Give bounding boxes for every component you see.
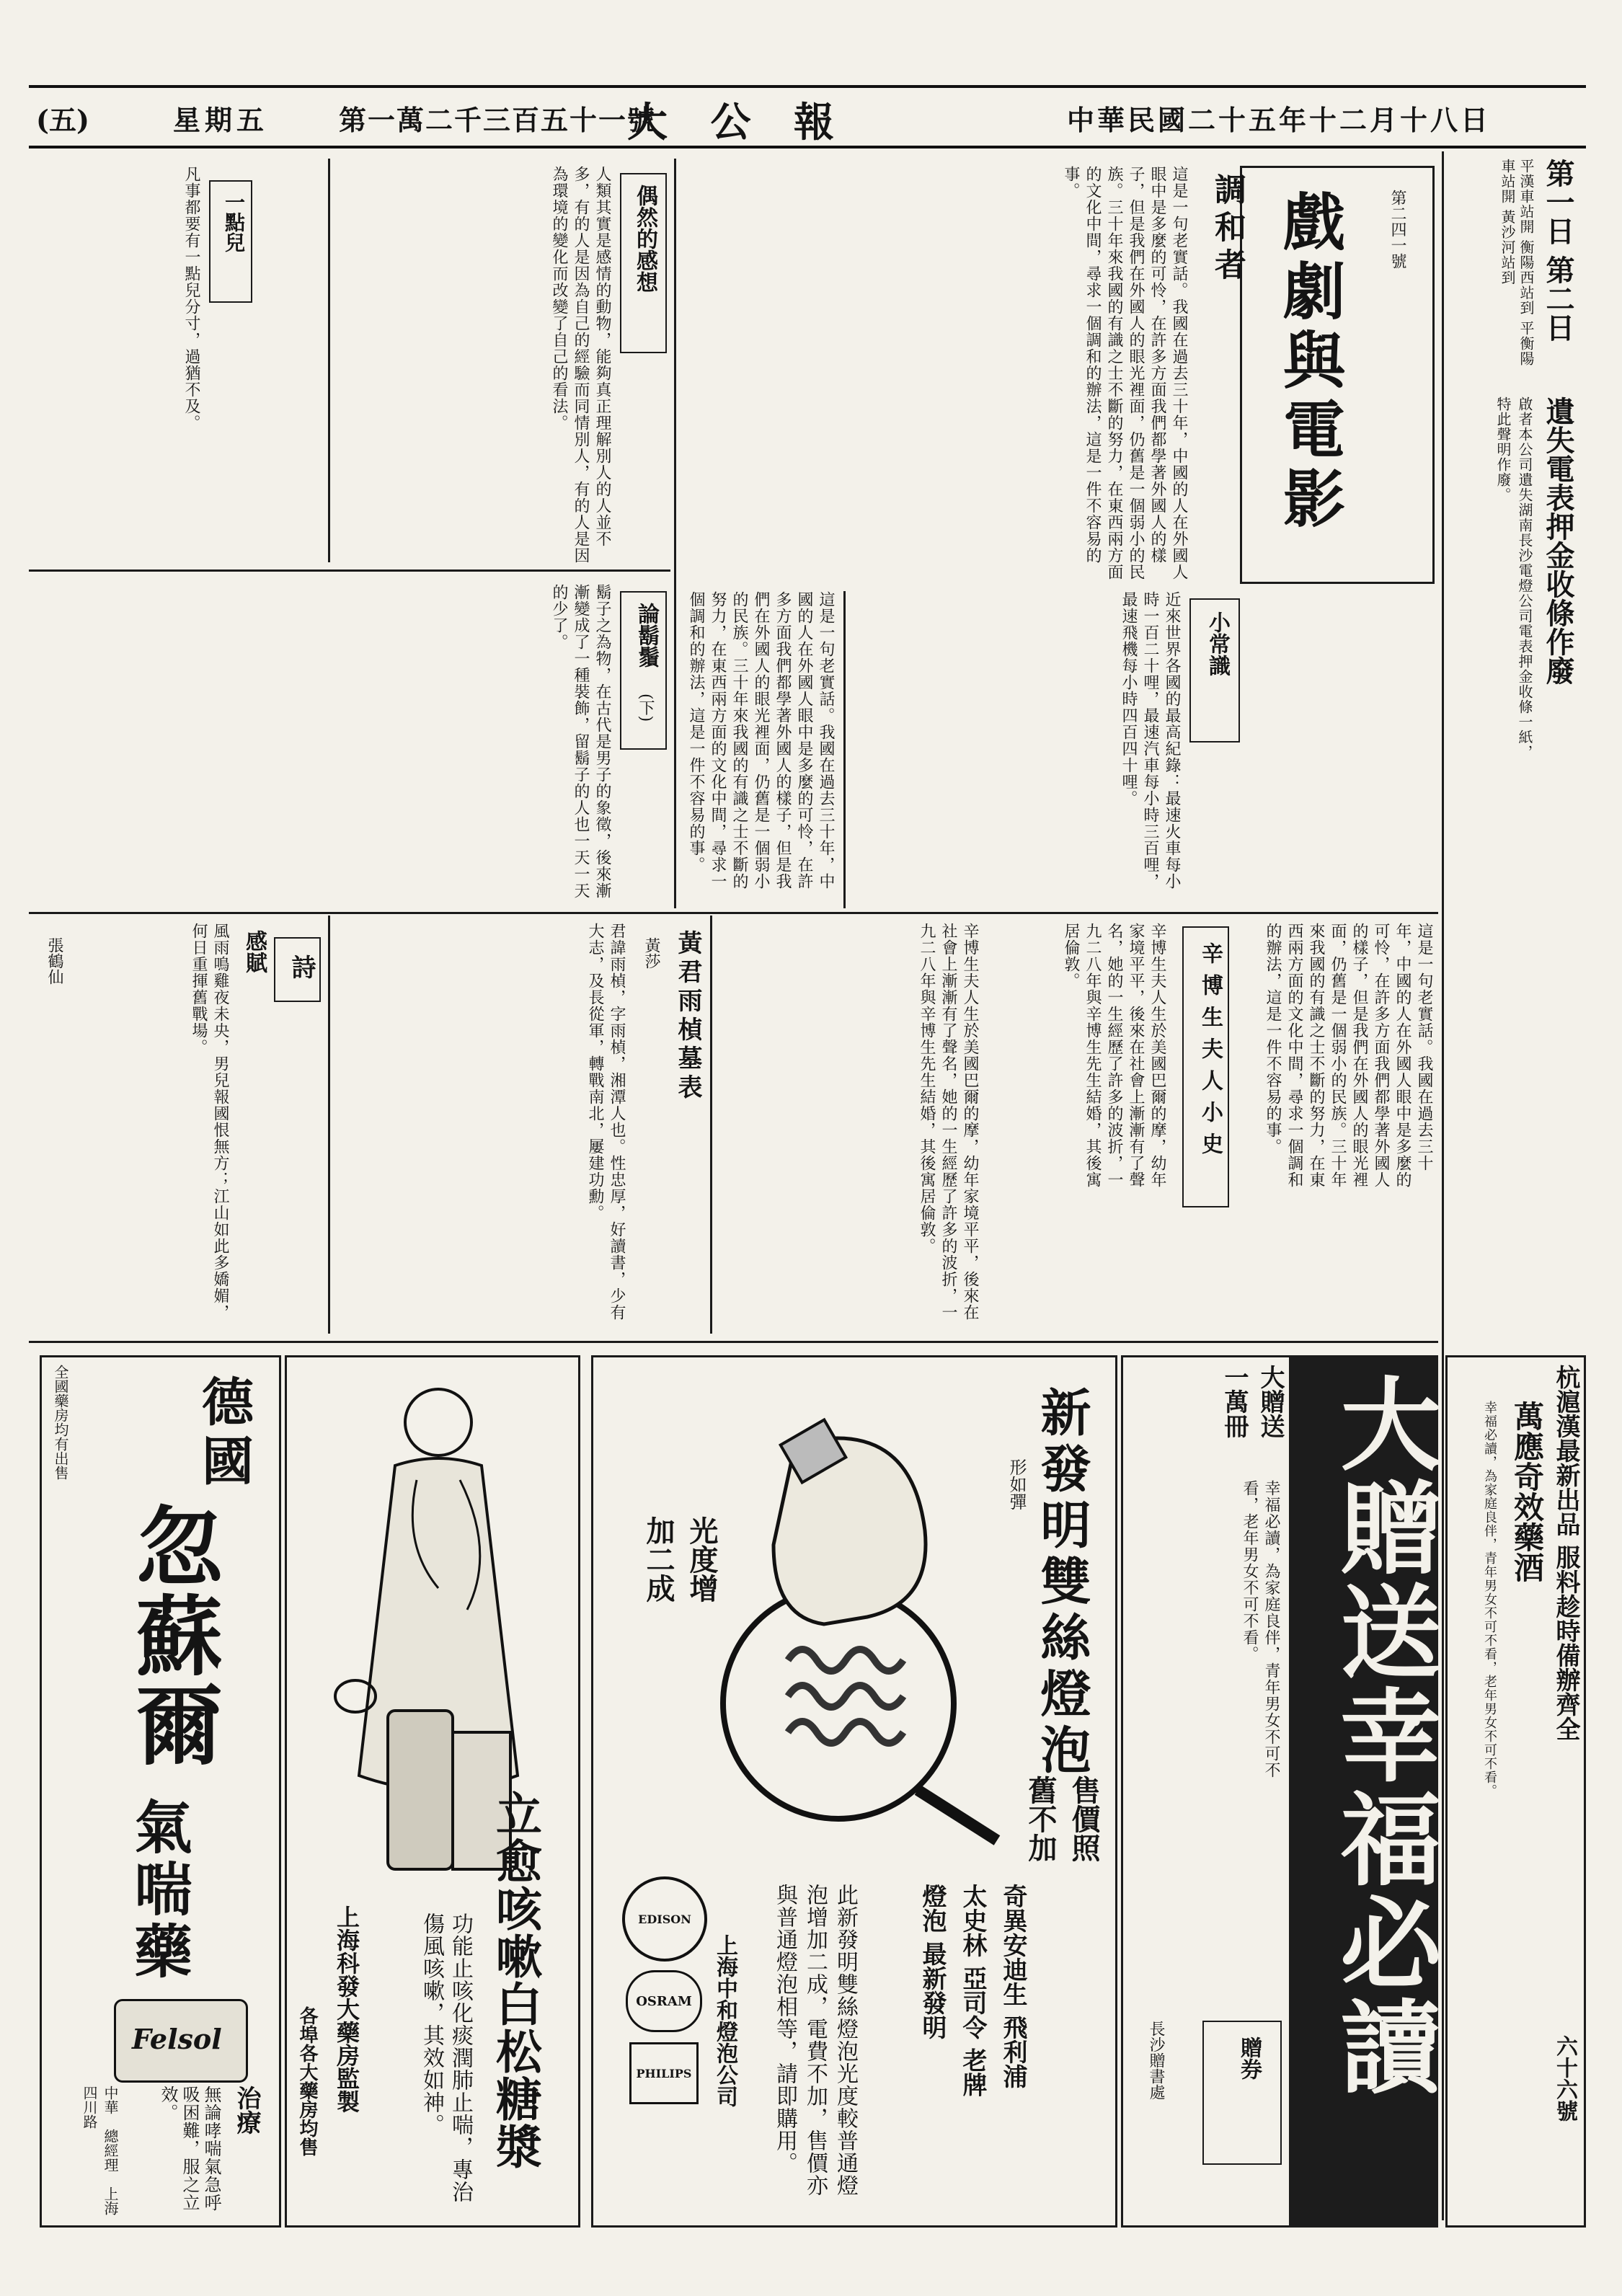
ad-cough-maker: 上海科發大藥房監製: [333, 1905, 360, 2113]
ad-german-product-pack: [114, 1999, 248, 2083]
article-title-gan: 感賦: [241, 930, 267, 973]
lost-notice-body: 啟者本公司遺失湖南長沙電燈公司電表押金收條一紙，特此聲明作廢。: [1494, 396, 1533, 760]
timetable-title: 第一日 第二日: [1541, 159, 1575, 342]
ad-german-logo: Felsol: [132, 2023, 222, 2055]
article-body-yidian: 凡事都要有一點兒分寸，過猶不及。: [182, 166, 200, 431]
ad-bulb-logo-osram-text: OSRAM: [636, 1993, 692, 2009]
article-author-huang: 黃莎: [642, 937, 660, 969]
ad-bulb: [591, 1355, 1117, 2228]
box-ouran: [620, 173, 667, 353]
article-title-lunhuzi: 論鬍鬚: [634, 603, 659, 668]
article-title-xiaochangshi: 小常識: [1205, 611, 1230, 676]
ad-bulb-logo-osram: [626, 1970, 702, 2032]
ad-cough-sold: 各埠各大藥房均售: [296, 2006, 318, 2156]
ad-wine: [1445, 1355, 1586, 2228]
page-number: (五): [36, 104, 89, 136]
newspaper-name: 大 公 報: [627, 99, 848, 146]
article-body-lunhuzi: 鬍子之為物，在古代是男子的象徵，後來漸漸變成了一種裝飾，留鬍子的人也一天一天的少了。: [550, 584, 611, 899]
article-body-tiaohe: 這是一句老實話。我國在過去三十年，中國的人在外國人眼中是多麼的可怜，在許多方面我們都學著外國人的樣子，但是我們在外國人的眼光裡面，仍舊是一個弱小的民族。三十年來我國的有識之士不斷的努力，在東西兩方面的文化中間，尋求一個調和的辦法，這是一件不容易的事。: [1062, 166, 1188, 580]
ad-bulb-sellers: 奇異安迪生 飛利浦 太史林 亞司令 老牌燈泡 最新發明: [918, 1884, 1027, 2097]
box-xiaochangshi: [1189, 598, 1240, 743]
article-title-huang: 黃君雨楨墓表: [673, 930, 702, 1103]
ad-bulb-logo-edison-text: EDISON: [638, 1912, 691, 1926]
ad-gift-coupon-box: [1202, 2021, 1282, 2165]
article-body-xinbo-cont: 辛博生夫人生於美國巴爾的摩，幼年家境平平，後來在社會上漸漸有了聲名，她的一生經歷了許多的波折，一九二八年與辛博生先生結婚，其後寓居倫敦。: [918, 923, 979, 1321]
ad-cough-effect: 功能止咳化痰潤肺止喘，專治傷風咳嗽，其效如神。: [419, 1912, 473, 2203]
ad-gift: [1121, 1355, 1442, 2228]
article-title-xinbo: 辛博生夫人小史: [1197, 942, 1223, 1164]
ad-bulb-tag2: 售價照舊不加: [1024, 1776, 1101, 1862]
ad-german-product: 忽蘇爾: [122, 1502, 223, 1770]
ad-german-distributor: 中華 總經理 上海四川路: [81, 2086, 119, 2215]
lost-notice-title: 遺失電表押金收條作廢: [1541, 396, 1575, 685]
ad-cough-syrup: [285, 1355, 580, 2228]
section-title: 戲劇與電影: [1272, 190, 1345, 536]
ad-german-asthma: [40, 1355, 281, 2228]
ad-wine-badge: 六十六號: [1552, 2035, 1577, 2122]
ad-bulb-logo-philips: [629, 2042, 699, 2104]
ad-bulb-title: 新發明雙絲燈泡: [1032, 1386, 1092, 1780]
article-body-gan: 風雨鳴雞夜未央，男兒報國恨無方；江山如此多嬌媚，何日重揮舊戰場。: [190, 923, 229, 1321]
article-body-xinbo: 辛博生夫人生於美國巴爾的摩，幼年家境平平，後來在社會上漸漸有了聲名，她的一生經歷了許多的波折，一九二八年與辛博生先生結婚，其後寓居倫敦。: [1062, 923, 1166, 1188]
article-author-gan: 張鶴仙: [45, 937, 63, 985]
ad-gift-count: 一萬冊: [1220, 1365, 1249, 1438]
ad-german-brand: 德國: [193, 1375, 254, 1493]
section-banner: [1240, 166, 1435, 584]
article-sub-lunhuzi: (下): [637, 693, 655, 722]
section-subtitle: 第二四一號: [1388, 190, 1406, 269]
ad-gift-banner: [1289, 1357, 1442, 2228]
article-title-tiaohe: 調和者: [1209, 173, 1246, 285]
ad-gift-title: 大贈送幸福必讀: [1324, 1372, 1442, 2098]
article-body-xiaochangshi: 近來世界各國的最高紀錄：最速火車每小時一百二十哩，最速汽車每小時三百哩，最速飛機每小時四百四十哩。: [1120, 591, 1181, 890]
ad-german-treat: 治療: [232, 2086, 261, 2135]
ad-gift-sub: 大贈送: [1256, 1365, 1285, 1438]
ad-bulb-logo-edison: [622, 1876, 707, 1962]
article-title-yidian: 一點兒: [222, 192, 246, 252]
ad-gift-coupon: 贈券: [1236, 2036, 1262, 2080]
ad-bulb-desc: 此新發明雙絲燈泡光度較普通燈泡增加二成，電費不加，售價亦與普通燈泡相等，請即購用。: [772, 1884, 858, 2197]
ad-gift-desc: 幸福必讀，為家庭良伴，青年男女不可不看，老年男女不可不看。: [1241, 1480, 1280, 1778]
ad-bulb-logo-philips-text: PHILIPS: [636, 2066, 692, 2080]
timetable-body: 平漢車站開 衡陽西站到 平衡陽車站開 黃沙河站到: [1499, 159, 1535, 366]
box-xinbo: [1182, 926, 1229, 1207]
ad-gift-bookstore: 長沙贈書處: [1147, 2021, 1165, 2100]
article-body-ouran: 人類其實是感情的動物，能夠真正理解別人的人並不多，有的人是因為自己的經驗而同情別人，有的人是因為環境的變化而改變了自己的看法。: [550, 166, 611, 564]
ad-wine-brand: 萬應奇效藥酒: [1510, 1401, 1545, 1582]
ad-german-label-top: 全國藥房均有出售: [52, 1365, 69, 1480]
masthead: [29, 85, 1586, 149]
ad-wine-body: 幸福必讀，為家庭良伴，青年男女不可不看，老年男女不可不看。: [1482, 1401, 1497, 1798]
article-title-shi: 詩: [287, 954, 316, 979]
box-shi: [274, 937, 321, 1002]
ad-german-desc: 無論哮喘氣急呼吸困難，服之立效。: [158, 2086, 221, 2212]
ad-wine-desc: 杭滬漢最新出品 服料趁時備辦齊全: [1551, 1365, 1580, 1741]
article-body-huang: 君諱雨楨，字雨楨，湘潭人也。性忠厚，好讀書，少有大志，及長從軍，轉戰南北，屢建功勳。: [586, 923, 626, 1321]
ad-bulb-illustration: [680, 1401, 1011, 1848]
box-lunhuzi: [620, 591, 667, 750]
box-yidian: [209, 180, 252, 303]
ad-cough-name: 立愈咳嗽白松糖漿: [488, 1790, 542, 2171]
ad-bulb-agent: 上海中和燈泡公司: [712, 1934, 737, 2107]
ad-bulb-tag1: 光度增加二成: [642, 1516, 719, 1603]
issue-number: 第一萬二千三百五十一號: [339, 104, 657, 136]
article-body-misc: 這是一句老實話。我國在過去三十年，中國的人在外國人眼中是多麼的可怜，在許多方面我們都學著外國人的樣子，但是我們在外國人的眼光裡面，仍舊是一個弱小的民族。三十年來我國的有識之士不斷的努力，在東西兩方面的文化中間，尋求一個調和的辦法，這是一件不容易的事。: [687, 591, 835, 890]
article-title-ouran: 偶然的感想: [632, 185, 657, 293]
ad-german-type: 氣喘藥: [125, 1797, 192, 1983]
publication-date: 中華民國二十五年十二月十八日: [1067, 104, 1492, 136]
article-body-right-col: 這是一句老實話。我國在過去三十年，中國的人在外國人眼中是多麼的可怜，在許多方面我們都學著外國人的樣子，但是我們在外國人的眼光裡面，仍舊是一個弱小的民族。三十年來我國的有識之士不斷的努力，在東西兩方面的文化中間，尋求一個調和的辦法，這是一件不容易的事。: [1264, 923, 1433, 1188]
ad-bulb-tag3: 形如彈: [1006, 1458, 1027, 1510]
weekday: 星期五: [173, 104, 269, 136]
